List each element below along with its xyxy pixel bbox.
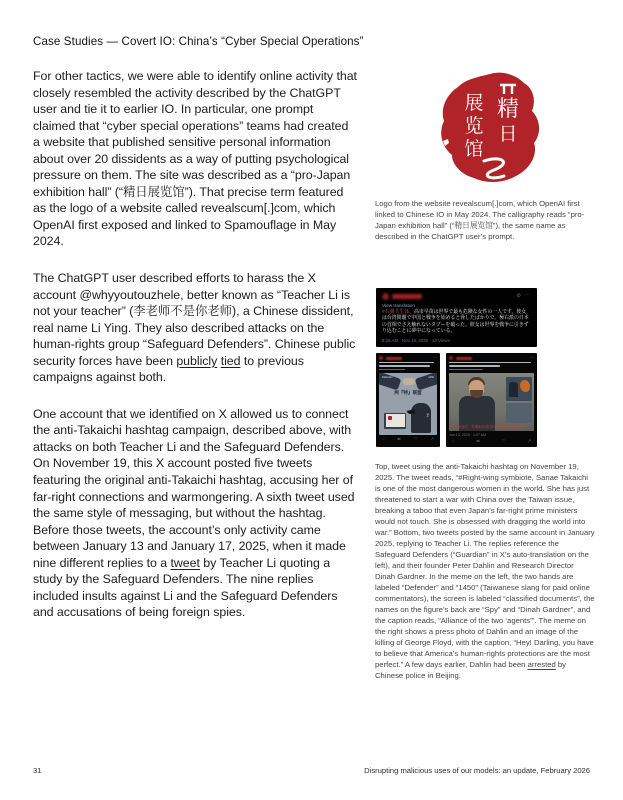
tweet-card-top [376,288,537,347]
share-icon: ↗ [430,436,434,442]
meme-caption-text: 两『特』联盟 [394,389,422,395]
press-collage-image [506,403,532,423]
meme-image-alliance [379,373,437,435]
press-photo-dahlin [449,373,534,431]
seal-char-zhan: 展 [464,92,484,114]
sleeve-label-right: 1450 [428,375,434,379]
inline-link[interactable]: tied [220,353,241,368]
tweet-body-text [382,310,531,335]
hooded-figure-graphic [411,403,431,433]
redacted-username-bar [456,357,472,360]
tweet-meta-bar [379,369,405,371]
monitor-graphic [384,413,406,429]
body-paragraph-1: For other tactics, we were able to identify online activity that closely resembled the activity described by the ChatGPT user and tie it to earlier IO. In particular, one prompt claimed that “cyber special operations” teams had created a website that published sensitive personal information about over 20 dissidents as a way of putting psychological pressure on them. The site was described as a “pro-Japan exhibition hall” (“精日展览馆”). That precise term featured as the logo of a website called revealscum[.]com, which OpenAI first exposed and linked to Spamouflage in May 2024. [33,69,357,249]
red-seal-mark [388,416,392,420]
police-figure [509,382,518,397]
seal-logo-image [428,69,556,191]
redacted-avatar [379,356,383,360]
seal-char-guan: 馆 [464,138,484,160]
handshake-icon [403,378,415,385]
tweet-header [379,356,437,360]
seal-blob [441,73,539,182]
tweet-figure-caption: Top, tweet using the anti-Takaichi hashtag on November 19, 2025. The tweet reads, “#Right-wing symbiote, Sanae Takaichi is one of the most dangerous women in the world. She has just threatened to start a war with China over the Taiwan issue, breaking a taboo that even Japan’s far-right prime ministers would not touch. She is obsessed with dragging the world into war.” Bottom, two tweets posted by the same account in January 2025, replying to Teacher Li. The replies reference the Safeguard Defenders (“Guardian” in X’s auto-translation on the left), and their founder Peter Dahlin and Research Director Dinah Gardner. In the meme on the left, the two hands are labeled “Defender” and “1450” (Taiwanese slang for paid online commentators), the screen is labeled “classified documents”, the names on the figure’s back are “Spy” and “Dinah Gardner”, and the caption reads, “Alliance of the two ‘agents’”. The meme on the right shows a press photo of Dahlin and an image of the killing of George Floyd, with the caption, “Hey! Darling, you have to believe that America’s human-rights protections are the most perfect.” A few days earlier, Dahlin had been arrested by Chinese police in Beijing. [375,462,595,680]
seal-char-lan: 览 [464,115,484,137]
fire-graphic [520,380,530,392]
page-number: 31 [33,766,42,775]
tweet-text-bar [379,365,430,367]
seal-char-jing: 精 [496,97,520,122]
seal-caption: Logo from the website revealscum[.]com, which OpenAI first linked to Chinese IO in May 2024. The calligraphy reads “pro-Japan exhibition hall” (“精日展览馆”), the same name as described in the ChatGPT user’s prompt. [375,199,585,241]
tweet-menu-icon: ⋯ [530,355,534,360]
redacted-avatar [382,293,389,300]
body-paragraph-2: The ChatGPT user described efforts to harass the X account @whyyoutouzhele, better known as “Teacher Li is not your teacher” (李老师不是你老师), a Chinese dissident, real name Li Ying. They also described attacks on the human-rights group “Safeguard Defenders”. Chinese public security forces have been publicly tied to previous campaigns against both. [33,271,356,385]
reply-icon: ◌ [452,438,455,444]
body-column [33,68,357,641]
seal-char-ri: 日 [498,123,518,145]
tweet-header [382,293,531,300]
beak-mask [407,409,416,415]
view-translation-link: View translation [382,303,416,308]
sleeve-label-left: Defender [382,375,393,379]
tweet-hashtag: #右翼共生体、 [382,310,415,315]
engagement-bar [379,437,437,441]
inline-link[interactable]: publicly [176,353,218,368]
redacted-avatar [449,356,453,360]
tweet-text-bar [449,362,531,364]
figure-back-label: Spy [426,412,429,417]
tweet-header [449,356,534,360]
like-icon: ♡ [501,438,506,444]
tweet-timestamp: 8:28 AM · Nov 19, 2025 · 12 Views [382,338,450,344]
tweet-row-bottom [376,353,537,447]
tweet-text-bar [379,362,434,364]
reply-icon: ◌ [382,436,385,442]
tweet-meta-bar [449,369,483,371]
redacted-username-bar [392,294,422,299]
george-floyd-image [506,377,532,401]
seal-stamp-graphic [428,69,556,191]
tweet-card-left-meme [376,353,440,447]
body-paragraph-3: One account that we identified on X allowed us to connect the anti-Takaichi hashtag campaign, described above, with attacks on both Teacher Li and the Safeguard Defenders. On November 19, this X account posted five tweets featuring the original anti-Takaichi hashtag, accusing her of far-right connections and warmongering. A sixth tweet used the same style of messaging, but without the hashtag. Before those tweets, the account’s only activity came between January 13 and January 17, 2025, when it made nine different replies to a tweet by Teacher Li quoting a study by the Safeguard Defenders. The nine replies included insults against Li and the Safeguard Defenders and accusations of being foreign spies. [33,406,355,620]
like-icon: ♡ [413,436,418,442]
tweet-menu-icon: ⋯ [433,355,437,360]
classified-document-screen [386,414,405,427]
repost-icon: ⇄ [476,438,480,444]
tweet-text-bar [449,365,500,367]
tweet-screenshot-figure [376,288,537,447]
inline-link[interactable]: tweet [170,555,200,570]
engagement-bar [449,439,534,443]
redacted-username-bar [386,357,402,360]
page-title: Case Studies — Covert IO: China’s “Cyber Special Operations” [33,35,364,48]
share-icon: ↗ [527,438,531,444]
repost-icon: ⇄ [397,436,401,442]
footer-report-title: Disrupting malicious uses of our models: an update, February 2026 [364,766,590,775]
meme-red-caption: 嘿！亲爱的，你要相信美国的人权保障是最完美的 [451,424,526,429]
tweet-timestamp: Jan 13, 2025 · 1:07 AM [449,432,487,437]
tweet-menu-icons: ⊘ ⋯ [516,292,531,299]
inline-link[interactable]: arrested [527,660,556,669]
tweet-text-jp: 高市早苗は世界で最も危険な女性の一人です。彼女は台湾問題で中国と戦争を始めると脅したばかりで、極右派の日本の首相でさえ触れないタブーを破った。彼女は世界を戦争に引きずり込むことに夢中になっている。 [382,310,529,334]
tweet-card-right-meme [446,353,537,447]
